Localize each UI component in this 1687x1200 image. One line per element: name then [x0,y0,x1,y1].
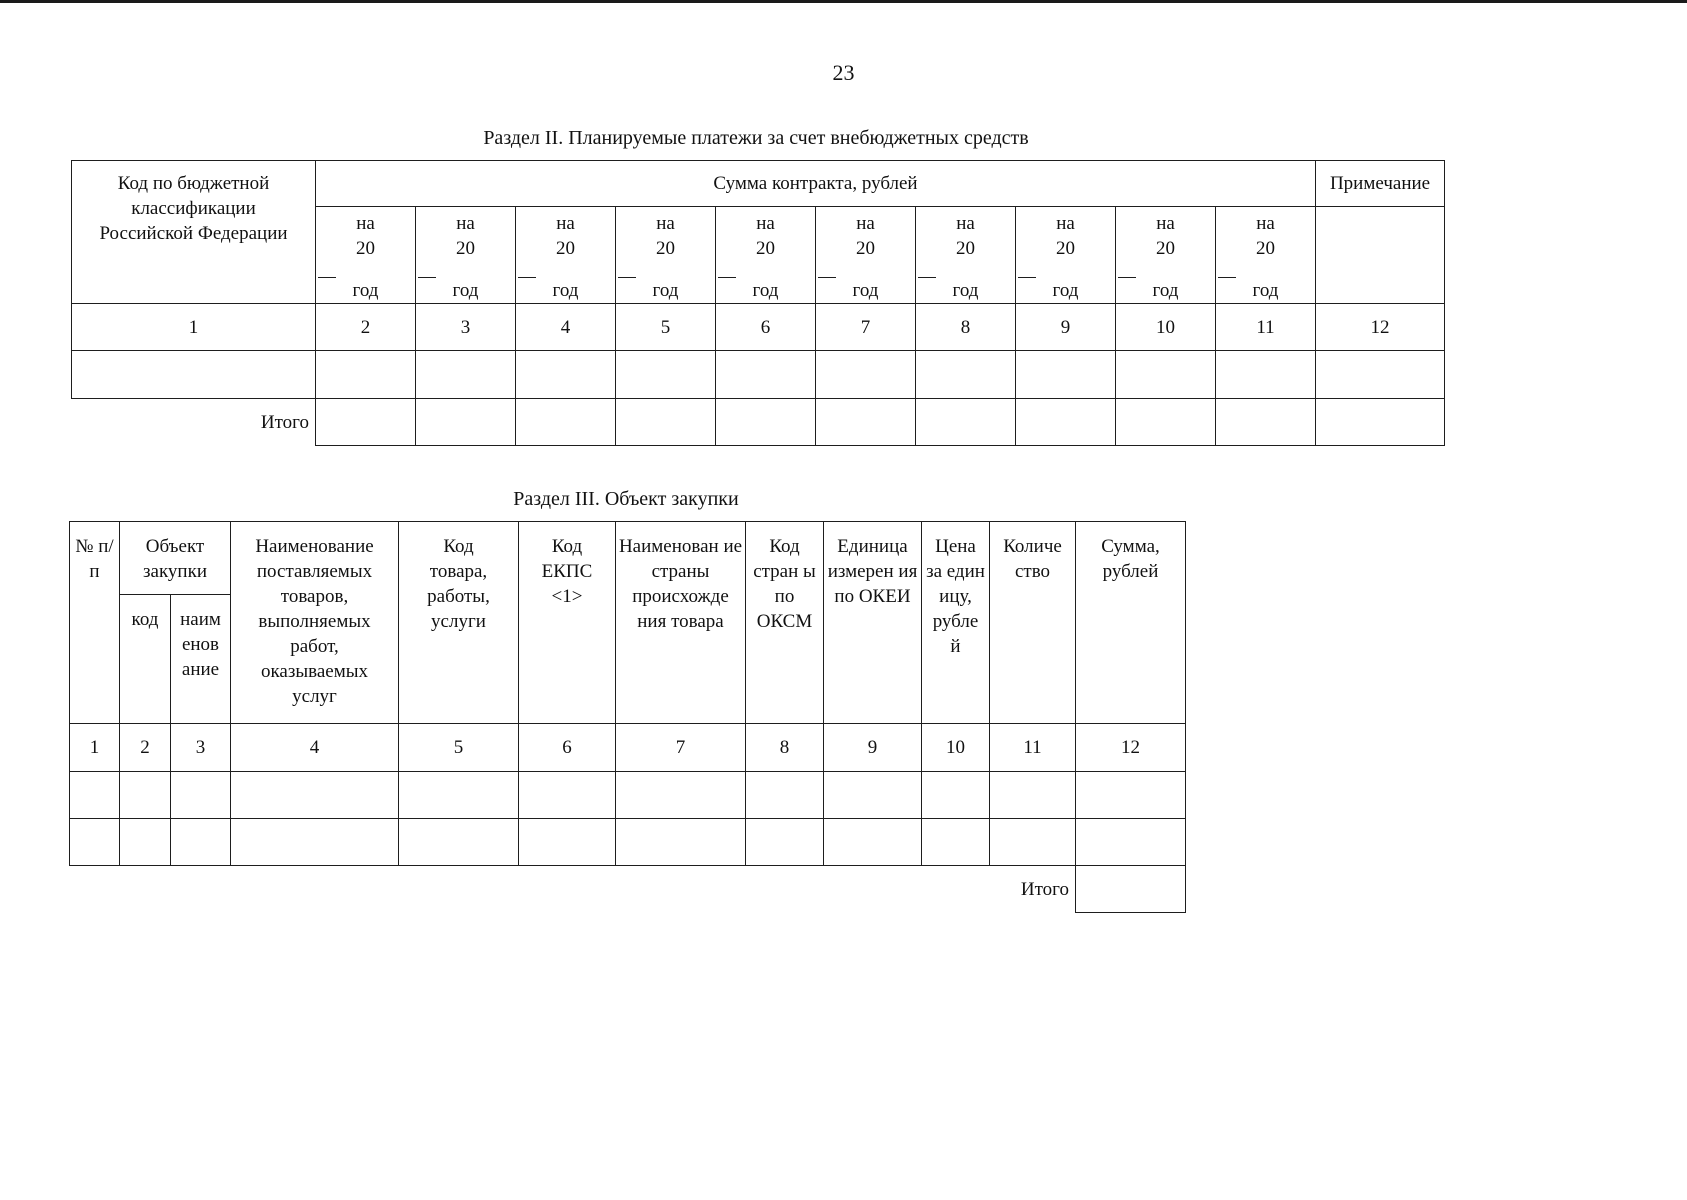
year-suffix: год [452,280,479,301]
year-prefix: на [1256,213,1275,234]
total-cell [616,399,716,446]
year-blank-line [718,261,736,278]
section-2-table [71,160,1445,446]
year-prefix: на [356,213,375,234]
year-suffix: год [652,280,679,301]
table-cell [616,819,746,866]
total-label: Итого [260,411,309,433]
year-start: 20 [1256,238,1276,259]
year-header-cell [416,207,516,304]
sum-header-cell: Сумма, рублей [1076,522,1186,724]
table-cell [816,351,916,399]
table-row [70,819,1186,866]
total-cell [1016,399,1116,446]
year-suffix: год [552,280,579,301]
year-prefix: на [456,213,475,234]
object-name-header-cell: наим енов ание [171,595,231,724]
year-header-cell [616,207,716,304]
column-number: 7 [816,304,916,351]
column-number: 8 [746,724,824,772]
year-blank-line [918,261,936,278]
table-cell [171,819,231,866]
year-start: 20 [956,238,975,259]
year-suffix: год [752,280,779,301]
table-cell [416,351,516,399]
column-number: 12 [1316,304,1445,351]
year-start: 20 [1056,238,1075,259]
total-row [70,866,1186,913]
column-number: 2 [316,304,416,351]
table-cell [120,819,171,866]
column-number: 5 [616,304,716,351]
table-cell [990,772,1076,819]
year-header-cell [1216,207,1316,304]
okei-header-cell: Единица измерен ия по ОКЕИ [824,522,922,724]
ekps-header-cell: Код ЕКПС <1> [519,522,616,724]
total-cell [916,399,1016,446]
country-name-header-cell: Наименован ие страны происхожде ния товара [616,522,746,724]
goods-name-header-cell: Наименование поставляемых товаров, выполняемых работ, оказываемых услуг [231,522,399,724]
table-cell [1076,772,1186,819]
column-number: 2 [120,724,171,772]
column-number: 10 [1116,304,1216,351]
total-cell [1076,866,1186,913]
total-cell [516,399,616,446]
num-header-cell: № п/п [70,522,120,724]
year-start: 20 [556,238,575,259]
goods-code-header-cell: Код товара, работы, услуги [399,522,519,724]
column-number-row [72,304,1445,351]
section-3-table [69,521,1186,913]
year-start: 20 [656,238,675,259]
object-header-cell: Объект закупки [120,522,231,595]
column-number: 11 [990,724,1076,772]
year-header-cell [816,207,916,304]
note-header-cell: Примечание [1316,161,1445,207]
year-prefix: на [556,213,575,234]
year-blank-line [618,261,636,278]
column-number: 10 [922,724,990,772]
table-cell [746,819,824,866]
table-cell [171,772,231,819]
table-cell [399,819,519,866]
year-suffix: год [352,280,379,301]
year-header-cell [716,207,816,304]
table-cell [70,819,120,866]
year-prefix: на [756,213,775,234]
table-cell [824,772,922,819]
year-header-cell [516,207,616,304]
section-2-title: Раздел II. Планируемые платежи за счет внебюджетных средств [483,127,1029,149]
year-prefix: на [956,213,975,234]
year-blank-line [818,261,836,278]
year-suffix: год [1052,280,1079,301]
page-number: 23 [832,60,855,85]
table-cell [1216,351,1316,399]
year-start: 20 [856,238,875,259]
year-suffix: год [952,280,979,301]
year-blank-line [1018,261,1036,278]
table-cell [519,772,616,819]
column-number: 6 [716,304,816,351]
section-3-title: Раздел III. Объект закупки [513,488,739,510]
table-cell [519,819,616,866]
column-number: 6 [519,724,616,772]
year-header-cell [916,207,1016,304]
column-number: 4 [516,304,616,351]
total-cell [1216,399,1316,446]
year-prefix: на [656,213,675,234]
column-number: 9 [1016,304,1116,351]
table-row [72,351,1445,399]
total-cell [316,399,416,446]
column-number: 12 [1076,724,1186,772]
table-cell [120,772,171,819]
table-cell [746,772,824,819]
total-cell [716,399,816,446]
table-cell [990,819,1076,866]
total-cell [816,399,916,446]
table-cell [399,772,519,819]
total-cell [1316,399,1445,446]
column-number: 7 [616,724,746,772]
table-cell [231,772,399,819]
column-number: 9 [824,724,922,772]
total-label: Итого [1020,878,1069,900]
year-prefix: на [856,213,875,234]
year-blank-line [1118,261,1136,278]
total-cell [1116,399,1216,446]
year-blank-line [1218,261,1236,278]
total-row [72,399,1445,446]
year-header-cell [1116,207,1216,304]
table-cell [922,772,990,819]
year-suffix: год [1252,280,1279,301]
contract-sum-header-cell: Сумма контракта, рублей [316,161,1316,207]
table-cell [70,772,120,819]
year-header-cell [316,207,416,304]
column-number: 11 [1216,304,1316,351]
total-cell [416,399,516,446]
year-blank-line [318,261,336,278]
column-number: 3 [171,724,231,772]
column-number: 5 [399,724,519,772]
table-cell [72,351,316,399]
year-prefix: на [1056,213,1075,234]
code-header-cell: Код по бюджетной классификации Российской Федерации [72,161,316,304]
column-number: 1 [70,724,120,772]
table-cell [916,351,1016,399]
year-start: 20 [356,238,375,259]
column-number: 1 [72,304,316,351]
table-cell [824,819,922,866]
object-code-header-cell: код [120,595,171,724]
year-start: 20 [456,238,475,259]
table-cell [1316,351,1445,399]
scan-top-edge [0,0,1687,3]
table-cell [231,819,399,866]
table-cell [1076,819,1186,866]
table-cell [316,351,416,399]
price-header-cell: Цена за един ицу, рубле й [922,522,990,724]
column-number: 3 [416,304,516,351]
table-cell [516,351,616,399]
year-start: 20 [756,238,775,259]
year-header-cell [1016,207,1116,304]
table-cell [1016,351,1116,399]
year-blank-line [518,261,536,278]
quantity-header-cell: Количе ство [990,522,1076,724]
table-cell [922,819,990,866]
oksm-header-cell: Код стран ы по ОКСМ [746,522,824,724]
column-number-row [70,724,1186,772]
column-number: 8 [916,304,1016,351]
table-cell [716,351,816,399]
table-cell [616,772,746,819]
year-blank-line [418,261,436,278]
year-suffix: год [852,280,879,301]
table-row [70,772,1186,819]
year-prefix: на [1156,213,1175,234]
year-suffix: год [1152,280,1179,301]
year-start: 20 [1156,238,1175,259]
table-cell [616,351,716,399]
column-number: 4 [231,724,399,772]
note-subheader-cell [1316,207,1445,304]
table-cell [1116,351,1216,399]
